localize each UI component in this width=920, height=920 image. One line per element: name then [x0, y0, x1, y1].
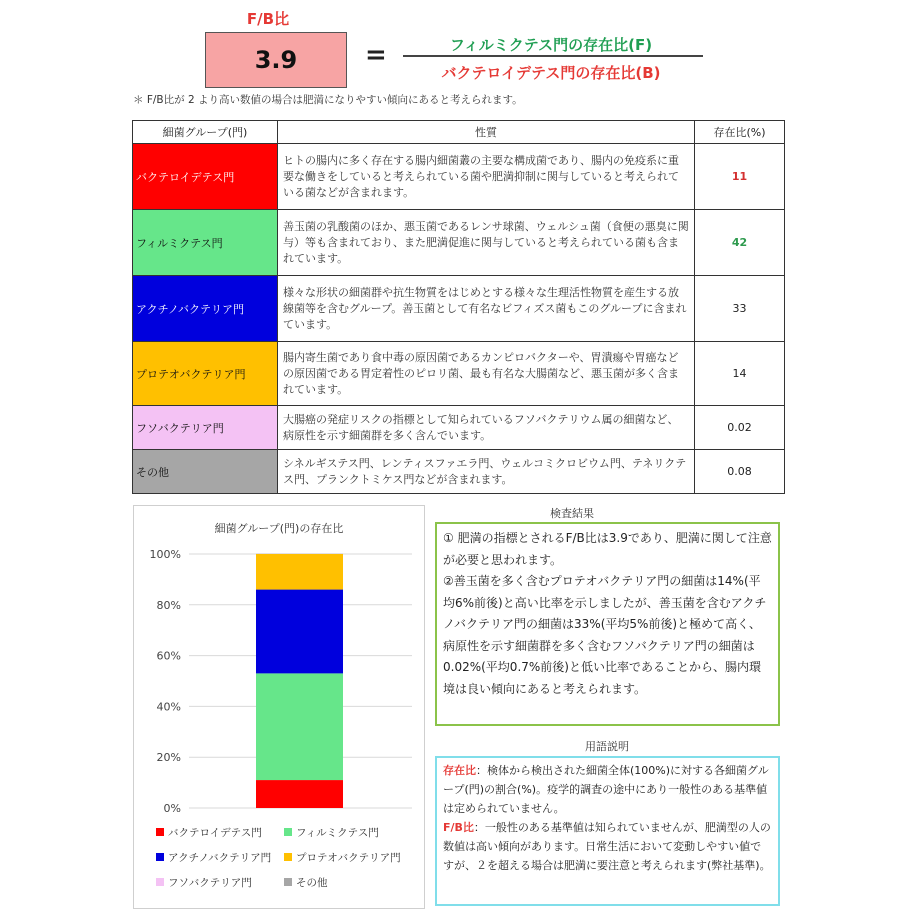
term-item — [443, 761, 772, 818]
terms-title: 用語説明 — [585, 740, 629, 753]
y-tick-label: 60% — [156, 649, 181, 663]
group-ratio: 14 — [695, 342, 785, 406]
legend-swatch — [284, 853, 292, 861]
fraction-numerator: フィルミクテス門の存在比(F) — [449, 36, 653, 54]
group-name: フソバクテリア門 — [133, 406, 278, 450]
bar-segment — [256, 590, 343, 674]
col-header-group: 細菌グループ(門) — [133, 121, 278, 144]
legend-label: アクチノバクテリア門 — [168, 852, 272, 864]
fraction-line — [403, 55, 703, 57]
y-tick-label: 40% — [156, 700, 181, 714]
table-header-row — [133, 121, 785, 144]
group-ratio: 0.08 — [695, 450, 785, 494]
stacked-bar-chart — [134, 506, 424, 908]
bar-segment — [256, 780, 343, 808]
col-header-ratio: 存在比(%) — [695, 121, 785, 144]
group-description: 腸内寄生菌であり食中毒の原因菌であるカンピロバクターや、胃潰瘍や胃癌などの原因菌である胃定着性のピロリ菌、最も有名な大腸菌など、悪玉菌が多く含まれています。 — [278, 342, 695, 406]
group-description: ヒトの腸内に多く存在する腸内細菌叢の主要な構成菌であり、腸内の免疫系に重要な働きをしていると考えられている菌や肥満抑制に関与していると考えられている菌などが含まれます。 — [278, 144, 695, 210]
term-item — [443, 818, 772, 875]
bar-segment — [256, 673, 343, 780]
term-text: ：一般性のある基準値は知られていませんが、肥満型の人の数値は高い傾向があります。日常生活において変動しやすい値ですが、２を超える場合は肥満に要注意と考えられます(弊社基準)。 — [443, 821, 771, 872]
y-tick-label: 80% — [156, 598, 181, 612]
legend-swatch — [284, 828, 292, 836]
group-description: 大腸癌の発症リスクの指標として知られているフソバクテリウム属の細菌など、病原性を示す細菌群を多く含んでいます。 — [278, 406, 695, 450]
group-name: バクテロイデテス門 — [133, 144, 278, 210]
legend-swatch — [156, 828, 164, 836]
group-description: 善玉菌の乳酸菌のほか、悪玉菌であるレンサ球菌、ウェルシュ菌（食便の悪臭に関与）等も含まれており、また肥満促進に関与していると考えられている菌も含まれています。 — [278, 210, 695, 276]
group-ratio: 0.02 — [695, 406, 785, 450]
y-tick-label: 0% — [163, 802, 181, 815]
fb-ratio-value: 3.9 — [254, 46, 298, 74]
bar-segment — [256, 554, 343, 590]
term-text: ：検体から検出された細菌全体(100%)に対する各細菌グループ(門)の割合(%)。疫学的調査の途中にあり一般性のある基準値は定められていません。 — [443, 764, 769, 815]
table-row — [133, 406, 785, 450]
legend-swatch — [156, 853, 164, 861]
fb-note: ＊ F/B比が 2 より高い数値の場合は肥満になりやすい傾向にあると考えられます。 — [133, 94, 523, 106]
results-title: 検査結果 — [550, 507, 594, 520]
fb-ratio-label: F/B比 — [246, 10, 290, 28]
group-name: その他 — [133, 450, 278, 494]
legend-label: フィルミクテス門 — [296, 827, 379, 839]
table-row — [133, 342, 785, 406]
group-ratio: 11 — [695, 144, 785, 210]
table-row — [133, 144, 785, 210]
results-text: ① 肥満の指標とされるF/B比は3.9であり、肥満に関して注意が必要と思われます。 ②善玉菌を多く含むプロテオバクテリア門の細菌は14%(平均6%前後)と高い比率を示しましたが、善玉菌を含むアクチノバクテリア門の細菌は33%(平均5%前後)と極めて高く、病原性を示す細菌群を多く含むフソバクテリア門の細菌は0.02%(平均0.7%前後)と低い比率であることから、腸内環境は良い傾向にあると考えられます。 — [443, 531, 772, 696]
bacteria-group-table — [132, 120, 785, 494]
chart-title: 細菌グループ(門)の存在比 — [214, 522, 344, 535]
group-name: アクチノバクテリア門 — [133, 276, 278, 342]
legend-label: バクテロイデテス門 — [168, 827, 262, 839]
fraction-denominator: バクテロイデテス門の存在比(B) — [441, 64, 661, 82]
group-description: シネルギステス門、レンティスファエラ門、ウェルコミクロビウム門、テネリクテス門、プランクトミケス門などが含まれます。 — [278, 450, 695, 494]
table-row — [133, 450, 785, 494]
y-tick-label: 100% — [149, 548, 181, 561]
y-tick-label: 20% — [156, 751, 181, 765]
group-name: プロテオバクテリア門 — [133, 342, 278, 406]
term-key: F/B比 — [443, 821, 474, 834]
col-header-property: 性質 — [278, 121, 695, 144]
legend-label: その他 — [296, 877, 328, 889]
legend-swatch — [284, 878, 292, 886]
legend-swatch — [156, 878, 164, 886]
group-description: 様々な形状の細菌群や抗生物質をはじめとする様々な生理活性物質を産生する放線菌等を含むグループ。善玉菌として有名なビフィズス菌もこのグループに含まれています。 — [278, 276, 695, 342]
table-row — [133, 210, 785, 276]
chart-panel — [133, 505, 425, 909]
results-box — [435, 522, 780, 726]
legend-label: フソバクテリア門 — [168, 877, 252, 889]
table-row — [133, 276, 785, 342]
group-name: フィルミクテス門 — [133, 210, 278, 276]
group-ratio: 42 — [695, 210, 785, 276]
group-ratio: 33 — [695, 276, 785, 342]
term-key: 存在比 — [443, 764, 476, 777]
terms-box — [435, 756, 780, 906]
legend-label: プロテオバクテリア門 — [296, 852, 401, 864]
equals-sign: = — [365, 40, 387, 70]
fb-ratio-value-box — [205, 32, 347, 88]
